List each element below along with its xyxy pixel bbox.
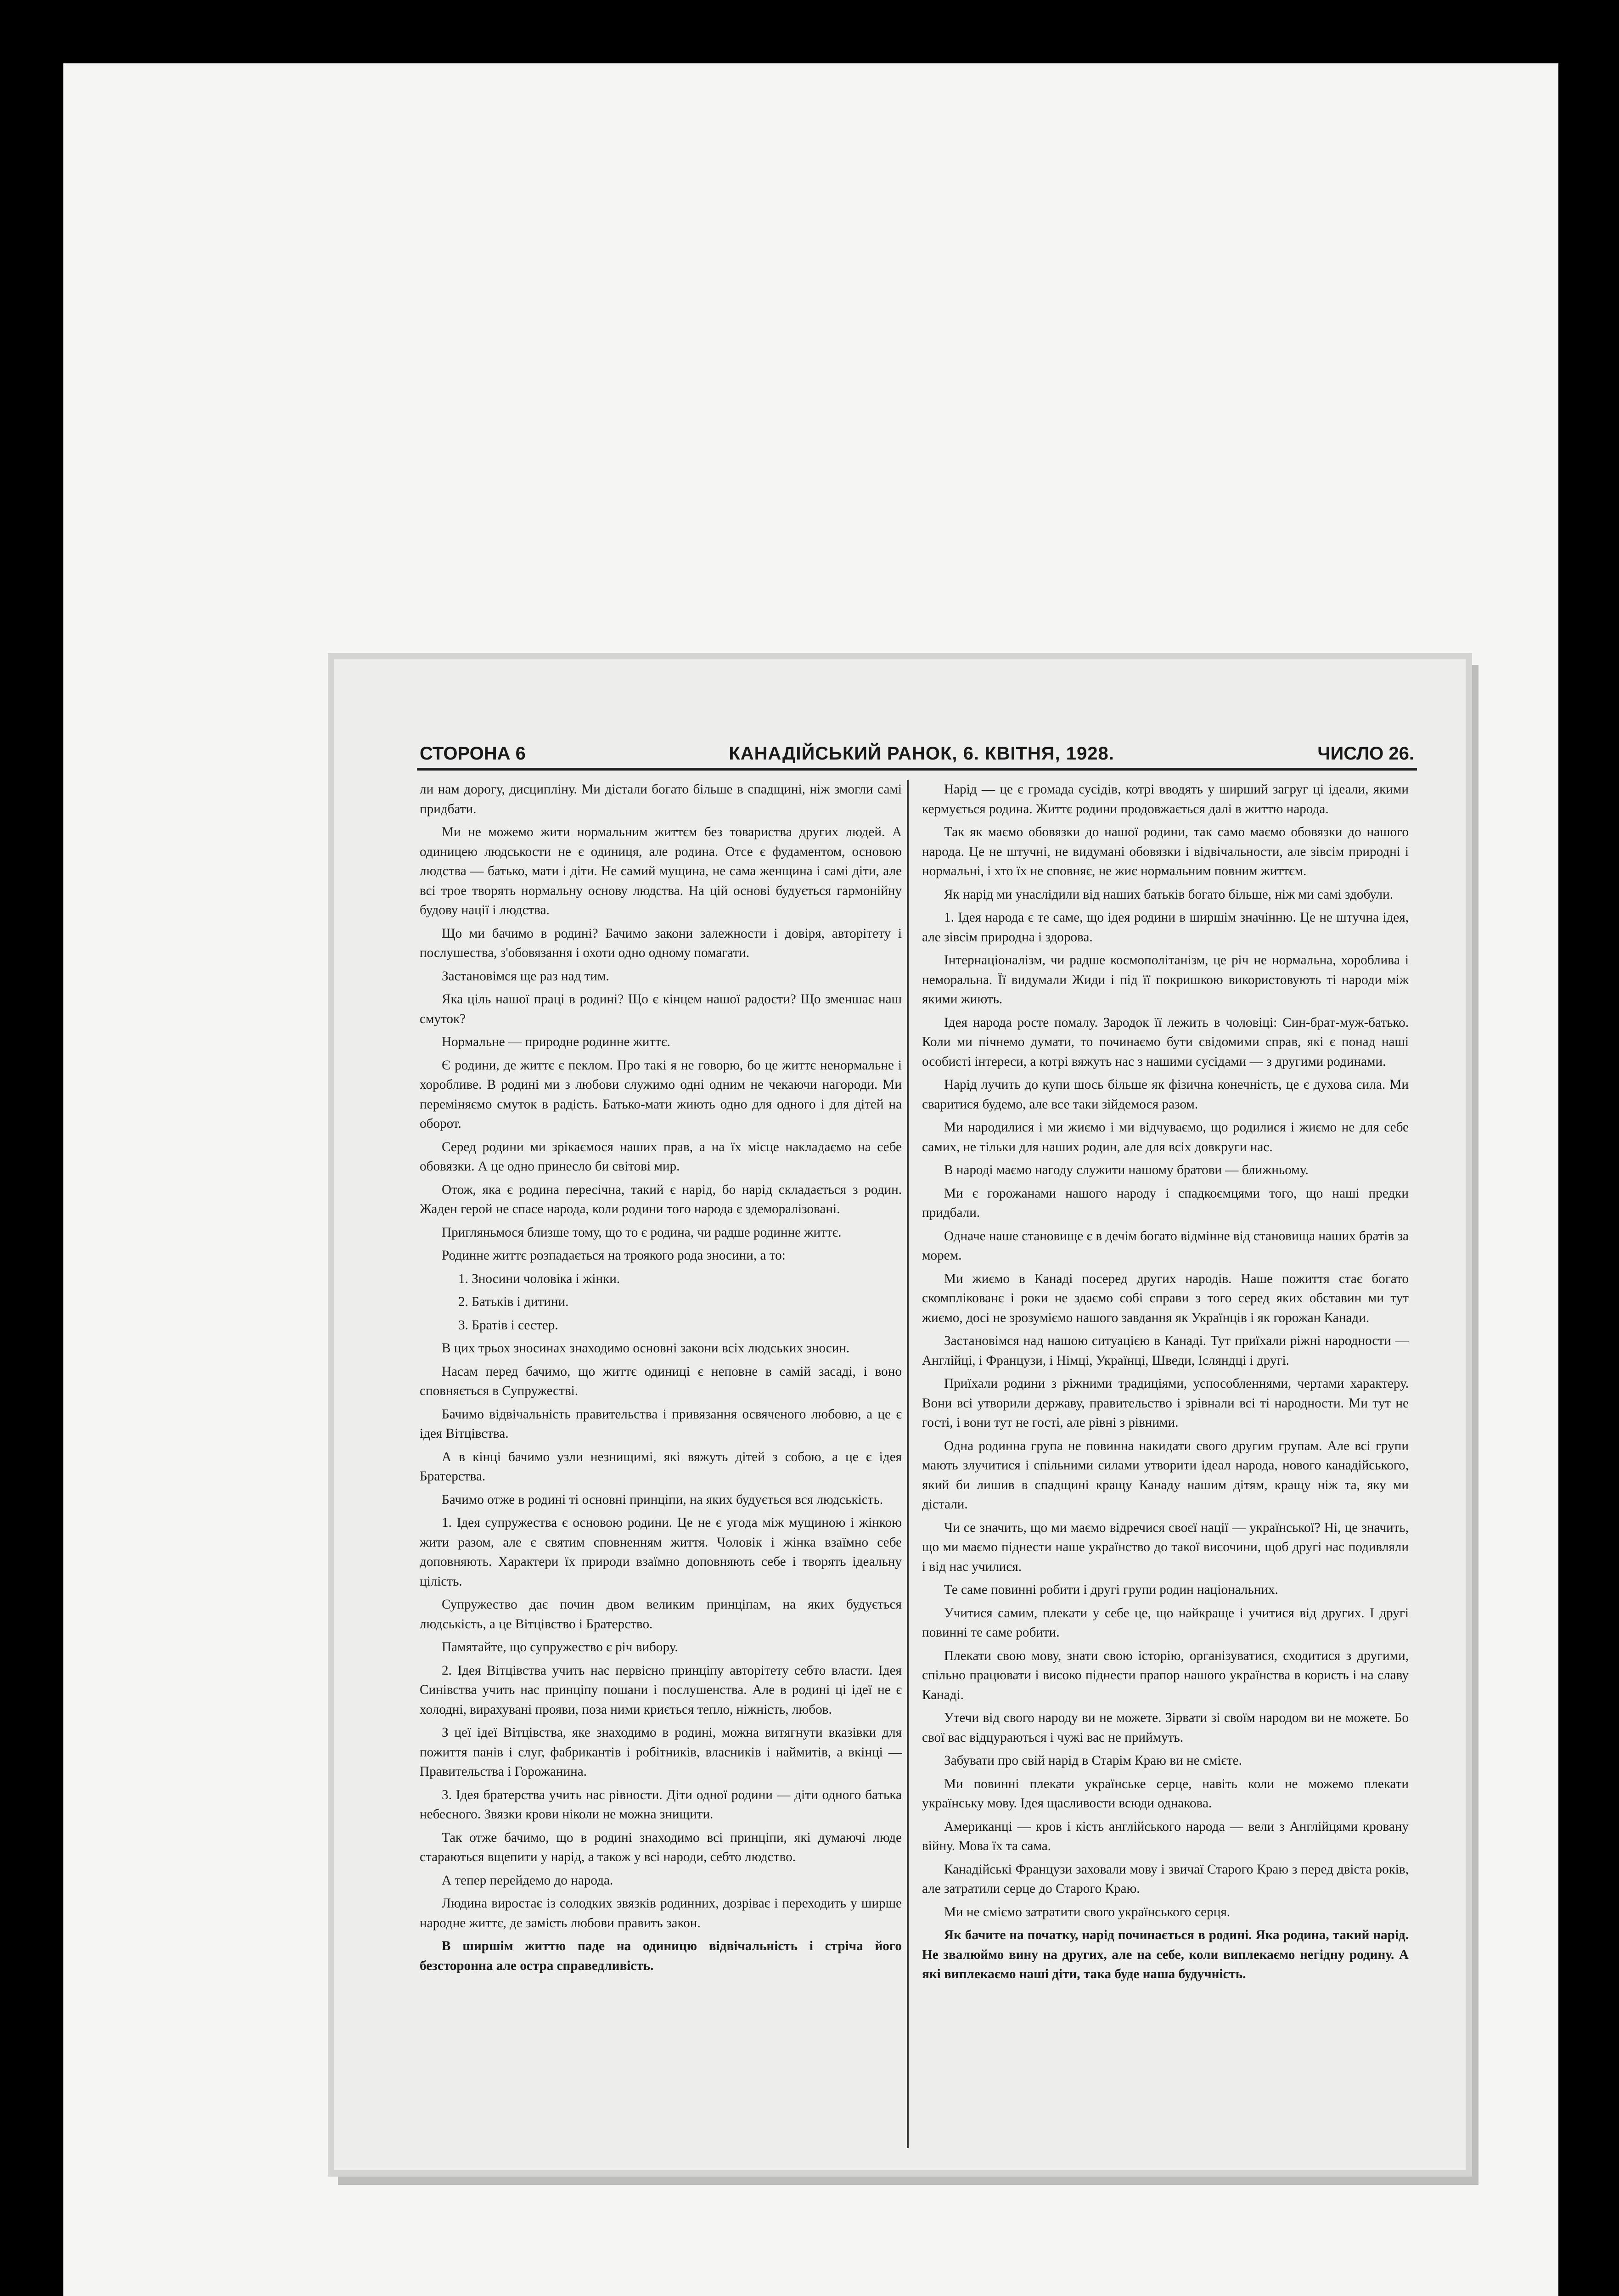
paragraph-bold: В ширшім життю паде на одиницю відвічальність і стріча його безсторонна але остра справедливість. <box>420 1939 902 1973</box>
paragraph: Ми народилися і ми жиємо і ми відчуваємо, що родилися і жиємо не для себе самих, не тільки для наших родин, але для всіх довкруги нас. <box>922 1120 1409 1154</box>
paragraph: Утечи від свого народу ви не можете. Зірвати зі своїм народом ви не можете. Бо свої вас відцураються і чужі вас не приймуть. <box>922 1711 1409 1745</box>
list-item: 1. Зносини чоловіка і жінки. <box>458 1271 620 1286</box>
paragraph: Ідея народа росте помалу. Зародок її лежить в чоловіці: Син-брат-муж-батько. Коли ми пічнемо думати, то починаємо бути свідомими справ, які є понад наші особисті інтереси, а котрі вяжуть нас з нашими сусідами — з другими родинами. <box>922 1015 1409 1069</box>
paragraph: 3. Ідея братерства учить нас рівности. Діти одної родини — діти одного батька небесного. Звязки крови ніколи не можна знищити. <box>420 1787 902 1822</box>
paragraph: Так як маємо обовязки до нашої родини, так само маємо обовязки до нашого народа. Це не штучні, не видумані обовязки і відвічальности, але зівсім природні і нормальні, і хто їх не сповняє, не жиє нормальним повним життєм. <box>922 825 1409 878</box>
paragraph: Отож, яка є родина пересічна, такий є нарід, бо нарід складається з родин. Жаден герой не спасе народа, коли родини того народа є здеморалізовані. <box>420 1182 902 1216</box>
paragraph: Ми не смiємо затратити свого українського серця. <box>944 1904 1231 1919</box>
issue-number: ЧИСЛО 26. <box>1317 743 1414 764</box>
paragraph: Родинне життє розпадається на троякого рода зносини, а то: <box>442 1248 786 1263</box>
header-rule <box>417 768 1417 771</box>
paragraph: Як нарід ми унаслідили від наших батьків богато більше, ніж ми самі здобули. <box>944 887 1394 902</box>
microfilm-frame <box>63 63 1558 2296</box>
paragraph: 1. Ідея супружества є основою родини. Це не є угода між мущиною і жінкою жити разом, але є святим сповненням життя. Чоловік і жінка взаїмно себе доповняють. Характери їх природи взаїмно доповняють себе і творять ідеальну цілість. <box>420 1515 902 1589</box>
paragraph: Бачимо відвічальність правительства і привязання освяченого любовю, а це є ідея Вітцівства. <box>420 1407 902 1441</box>
paragraph: Учитися самим, плекати у себе це, що найкраще і учитися від других. І другі повинні те саме робити. <box>922 1605 1409 1640</box>
paragraph: Памятайте, що супружество є річ вибору. <box>442 1640 678 1654</box>
paragraph: Те саме повинні робити і другі групи родин національних. <box>944 1582 1278 1597</box>
paragraph: Пригляньмося близше тому, що то є родина, чи радше родинне життє. <box>442 1225 842 1240</box>
paragraph: Так отже бачимо, що в родині знаходимо всі принціпи, які думаючі люде стараються вщепити у нарід, а також у всі народи, себто людство. <box>420 1830 902 1864</box>
newspaper-page <box>334 659 1466 2170</box>
left-column <box>420 780 902 2148</box>
list-item: 2. Батьків і дитини. <box>458 1294 569 1309</box>
paragraph: Одна родинна група не повинна накидати свого другим групам. Але всі групи мають злучитися і спільними силами утворити ідеал народа, нового канадійського, який би лишив в спадщині кращу Канаду нашим дітям, кращу ніж та, яку ми дістали. <box>922 1438 1409 1512</box>
paragraph: 2. Ідея Вітцівства учить нас первісно принціпу авторітету себто власти. Ідея Синівства учить нас принціпу пошани і послушенства. Але в родині ці ідеї не є холодні, вирахувані прояви, поза ними криється тепло, ніжність, любов. <box>420 1663 902 1717</box>
paragraph: Ми не можемо жити нормальним життєм без товариства других людей. А одиницею людськости не є одиниця, але родина. Отсе є фудаментом, основою людства — батько, мати і діти. Не самий мущина, не сама женщина і самі діти, але всі трое творять нормальну основу людства. На цій основі будується гармонійну будову нації і людства. <box>420 825 902 917</box>
paragraph-bold: Як бачите на початку, нарід починається в родині. Яка родина, такий нарід. Не звалюймо вину на других, але на себе, коли виплекаємо негідну родину. А які виплекаємо наші діти, така буде наша будучність. <box>922 1928 1409 1981</box>
page-header <box>420 738 1414 764</box>
paragraph: Супружество дає почин двом великим принціпам, на яких будується людськість, а це Вітцівство і Братерство. <box>420 1597 902 1632</box>
paragraph: Чи се значить, що ми маємо відречися своєї нації — української? Ні, це значить, що ми маємо піднести наше українство до такої височини, щоб другі нас подивляли і від нас училися. <box>922 1520 1409 1574</box>
masthead-date: КАНАДІЙСЬКИЙ РАНОК, 6. КВІТНЯ, 1928. <box>729 743 1114 764</box>
paragraph: Нарід лучить до купи шось більше як фізична конечність, це є духова сила. Ми сваритися будемо, але все таки зійдемося разом. <box>922 1077 1409 1112</box>
paragraph: Нормальне — природне родинне життє. <box>442 1035 670 1049</box>
paragraph: З цеї ідеї Вітцівства, яке знаходимо в родині, можна витягнути вказівки для пожиття панів і слуг, фабрикантів і робітників, власників і наймитів, а вкінці — Правительства і Горожанина. <box>420 1725 902 1779</box>
paragraph: Одначе наше становище є в дечім богато відмінне від становища наших братів за морем. <box>922 1228 1409 1263</box>
paragraph: А в кінці бачимо узли незнищимі, які вяжуть дітей з собою, а це є ідея Братерства. <box>420 1449 902 1484</box>
paragraph: Застановімся над нашою ситуацією в Канаді. Тут приїхали ріжні народности — Англійці, і Французи, і Німці, Українці, Шведи, Ісляндці і другі. <box>922 1334 1409 1368</box>
paragraph: Плекати свою мову, знати свою історію, організуватися, сходитися з другими, спільно працювати і високо піднести прапор нашого українства в користь і на славу Канаді. <box>922 1648 1409 1702</box>
paragraph: Ми є горожанами нашого народу і спадкоємцями того, що наші предки придбали. <box>922 1186 1409 1220</box>
list-item: 3. Братів і сестер. <box>458 1317 558 1333</box>
paragraph: В цих трьох зносинах знаходимо основні закони всіх людських зносин. <box>442 1341 850 1356</box>
paragraph: А тепер перейдемо до народа. <box>442 1873 613 1888</box>
paragraph: ли нам дорогу, дисципліну. Ми дістали богато більше в спадщині, ніж змогли самі придбати. <box>420 782 902 816</box>
paragraph: Насам перед бачимо, що життє одиниці є неповне в самій засаді, і воно сповняється в Супружестві. <box>420 1364 902 1398</box>
paragraph: Бачимо отже в родині ті основні принціпи, на яких будується вся людськість. <box>442 1492 883 1507</box>
paragraph: Канадійські Французи заховали мову і звичаї Старого Краю з перед двіста років, але затратили серце до Старого Краю. <box>922 1862 1409 1896</box>
paragraph: Ми повинні плекати українське серце, навіть коли не можемо плекати українську мову. Ідея щасливости всюди однакова. <box>922 1776 1409 1811</box>
paragraph: Інтернаціоналізм, чи радше космополітанізм, це річ не нормальна, хоробливa і неморальна. Її видумали Жиди і під її покришкою використовують ті народи між якими жиють. <box>922 953 1409 1007</box>
paragraph: В народі маємо нагоду служити нашому братови — ближньому. <box>944 1163 1309 1177</box>
paragraph: Серед родини ми зрікаємося наших прав, а на їх місце накладаємо на себе обовязки. А це одно принесло би світові мир. <box>420 1139 902 1174</box>
paragraph: Людина виростає із солодких звязків родинних, дозріває і переходить у ширше народне життє, де замість любови править закон. <box>420 1896 902 1930</box>
paragraph: Є родини, де життє є пеклом. Про такі я не говорю, бо це життє ненормальне і хоробливе. В родині ми з любови служимо одні одним не чекаючи нагороди. Ми переміняємо смуток в радість. Батько-мати жиють одно для одного і для дітей на оборот. <box>420 1058 902 1131</box>
paragraph: Застановімся ще раз над тим. <box>442 968 609 984</box>
paragraph: Що ми бачимо в родині? Бачимо закони залежности і довіря, авторітету і послушества, з'обовязання і охоти одно одному помагати. <box>420 926 902 960</box>
paragraph: Яка ціль нашої праці в родині? Що є кінцем нашої радости? Що зменшає наш смуток? <box>420 992 902 1026</box>
column-divider <box>907 780 909 2148</box>
paragraph: Забувати про свій нарід в Старім Краю ви не смієте. <box>944 1753 1242 1768</box>
paragraph: Американці — кров і кість англійського народа — вели з Англійцями кровану війну. Мова їх та сама. <box>922 1819 1409 1853</box>
page-number: СТОРОНА 6 <box>420 743 526 764</box>
paragraph: Нарід — це є громада сусідів, котрі вводять у ширший загруг ці ідеали, якими кермується родина. Життє родини продовжається далі в життю народа. <box>922 782 1409 816</box>
paragraph: 1. Ідея народа є те саме, що ідея родини в ширшім значінню. Це не штучна ідея, але зівсім природна і здорова. <box>922 910 1409 945</box>
paragraph: Ми жиємо в Канаді посеред других народів. Наше пожиття стає богато скомплікованє і роки не здаємо собі справи з того серед яких обставин ми тут жиємо, досі не зрозуміємо нашого завдання як Українців і як горожан Канади. <box>922 1271 1409 1325</box>
right-column <box>922 780 1409 2148</box>
paragraph: Приїхали родини з ріжними традиціями, успособленнями, чертами характеру. Вони всі утворили державу, правительство і зрівнали всі ті народности. Ми тут не гості, і вони тут не гості, але рівні з рівними. <box>922 1376 1409 1430</box>
